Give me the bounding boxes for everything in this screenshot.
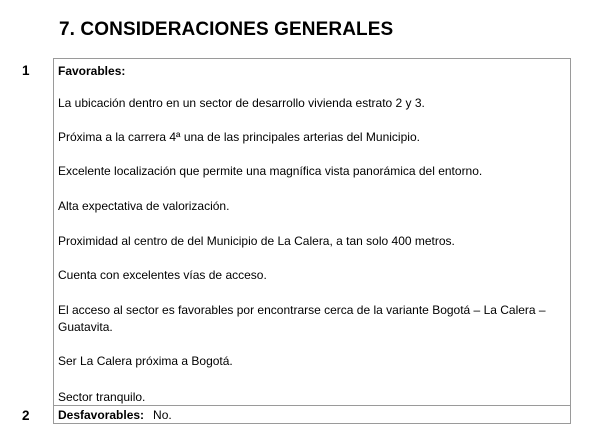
- favorable-item: Cuenta con excelentes vías de acceso.: [58, 268, 267, 282]
- section-title: 7. CONSIDERACIONES GENERALES: [59, 19, 394, 40]
- favorable-item: El acceso al sector es favorables por encontrarse cerca de la variante Bogotá – La Calera – Guatavita.: [58, 303, 546, 334]
- favorable-item: Proximidad al centro de del Municipio de La Calera, a tan solo 400 metros.: [58, 234, 455, 248]
- row-number-2: 2: [22, 408, 30, 423]
- desfavorables-row: [58, 408, 172, 422]
- row-number-1: 1: [22, 63, 30, 78]
- favorable-item: Sector tranquilo.: [58, 390, 146, 404]
- row-divider: [54, 405, 570, 406]
- favorable-item: La ubicación dentro en un sector de desarrollo vivienda estrato 2 y 3.: [58, 96, 425, 110]
- favorable-item: Ser La Calera próxima a Bogotá.: [58, 354, 233, 368]
- considerations-table: [53, 58, 571, 424]
- favorables-heading: Favorables:: [58, 64, 126, 78]
- desfavorables-heading: Desfavorables:: [58, 408, 145, 422]
- favorable-item: Excelente localización que permite una magnífica vista panorámica del entorno.: [58, 164, 483, 178]
- favorable-item: Alta expectativa de valorización.: [58, 199, 230, 213]
- desfavorables-value: No.: [153, 408, 172, 422]
- favorable-item: Próxima a la carrera 4ª una de las principales arterias del Municipio.: [58, 130, 420, 144]
